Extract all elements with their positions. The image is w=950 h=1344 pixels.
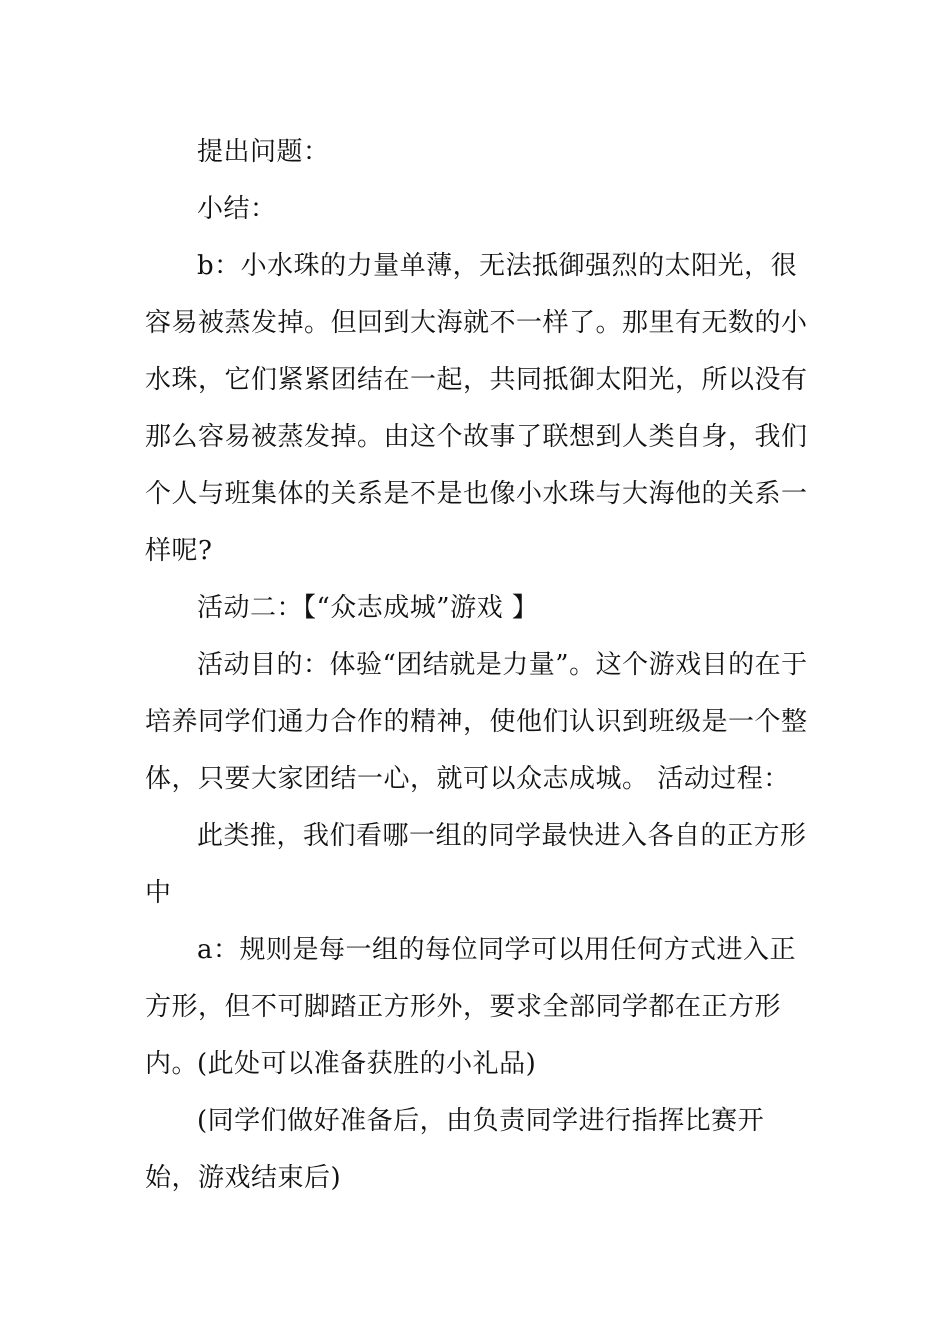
paragraph-water-drop: b：小水珠的力量单薄，无法抵御强烈的太阳光，很容易被蒸发掉。但回到大海就不一样了。那里有无数的小水珠，它们紧紧团结在一起，共同抵御太阳光，所以没有那么容易被蒸发掉。由这个故事了联想到人类自身，我们个人与班集体的关系是不是也像小水珠与大海他的关系一样呢? <box>145 251 808 566</box>
paragraph-activity-two: 活动二：【“众志成城”游戏 】 <box>197 593 539 623</box>
paragraph-analogy: 此类推，我们看哪一组的同学最快进入各自的正方形中 <box>145 821 807 908</box>
paragraph-rules: a：规则是每一组的每位同学可以用任何方式进入正方形，但不可脚踏正方形外，要求全部同学都在正方形内。 <box>145 935 797 1079</box>
paragraph-activity-purpose: 活动目的：体验“团结就是力量”。这个游戏目的在于培养同学们通力合作的精神，使他们认识到班级是一个整体，只要大家团结一心，就可以众志成城。 活动过程： <box>145 650 808 794</box>
paragraph-raise-question: 提出问题： <box>197 137 330 167</box>
paragraph-prize-note: (此处可以准备获胜的小礼品) <box>197 1049 537 1079</box>
paragraph-summary-heading: 小结： <box>197 194 277 224</box>
paragraph-start-note: (同学们做好准备后，由负责同学进行指挥比赛开始，游戏结束后) <box>145 1106 765 1193</box>
